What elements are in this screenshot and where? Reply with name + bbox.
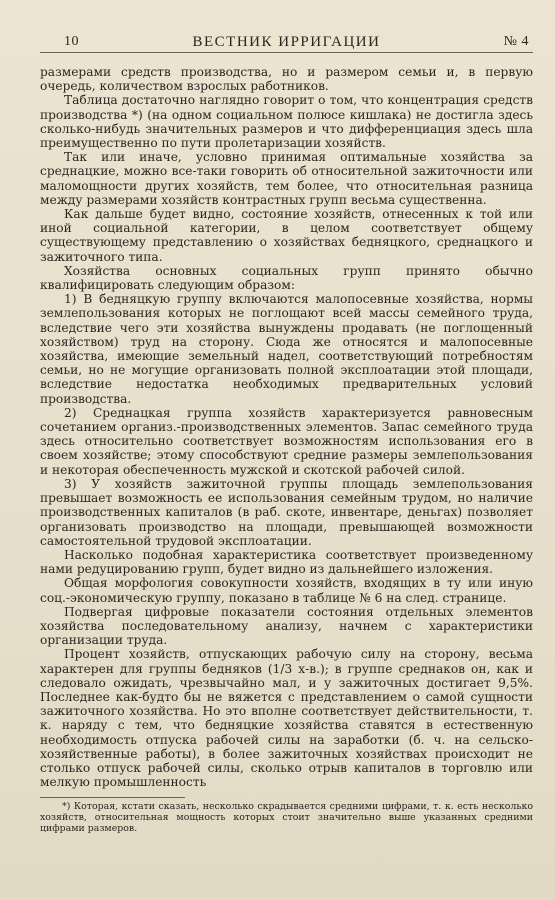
running-header	[40, 30, 533, 53]
paragraph: Как дальше будет видно, состояние хозяйств, отнесенных к той или иной социальной категории, в целом соответствует общему существующему представлению о хозяйствах бедняцкого, среднацкого и зажиточного типа.	[40, 207, 533, 264]
article-body	[40, 65, 533, 789]
journal-title: ВЕСТНИК ИРРИГАЦИИ	[192, 34, 381, 50]
footnotes	[40, 797, 533, 834]
footnote: *) Которая, кстати сказать, несколько скрадывается средними цифрами, т. к. есть несколько хозяйств, относительная мощность которых стоит значительно выше указанных средними цифрами размеров.	[40, 801, 533, 835]
issue-number: № 4	[503, 34, 529, 49]
paragraph: Процент хозяйств, отпускающих рабочую силу на сторону, весьма характерен для группы бедняков (1/3 х-в.); в группе среднаков он, как и следовало ожидать, чрезвычайно мал, и у зажиточных достигает 9,5%. Последнее как-будто бы не вяжется с представлением о самой сущности зажиточного хозяйства. Но это вполне соответствует действительности, т. к. наряду с тем, что бедняцкие хозяйства ставятся в естественную необходимость отпуска рабочей силы на заработки (б. ч. на сельско-хозяйственные работы), в более зажиточных хозяйствах происходит не столько отпуск рабочей силы, сколько отрыв капиталов в торговлю или мелкую промышленность	[40, 647, 533, 790]
paragraph: Хозяйства основных социальных групп принято обычно квалифицировать следующим образом:	[40, 263, 533, 293]
paragraph: Насколько подобная характеристика соответствует произведенному нами редуцированию групп, будет видно из дальнейшего изложения.	[40, 547, 533, 577]
paragraph: Таблица достаточно наглядно говорит о том, что концентрация средств производства *) (на одном социальном полюсе кишлака) не достигла здесь сколько-нибудь значительных размеров и что дифференциация здесь шла преимущественно по пути пролетаризации хозяйств.	[40, 93, 533, 151]
paragraph: Подвергая цифровые показатели состояния отдельных элементов хозяйства последовательному анализу, начнем с характеристики организации труда.	[40, 604, 533, 648]
paragraph: размерами средств производства, но и размером семьи и, в первую очередь, количеством взрослых работников.	[40, 65, 533, 94]
paragraph: Так или иначе, условно принимая оптимальные хозяйства за среднацкие, можно все-таки говорить об относительной зажиточности или маломощности других хозяйств, тем более, что относительная разница между размерами хозяйств контрастных групп весьма существенна.	[40, 150, 533, 207]
paragraph: Общая морфология совокупности хозяйств, входящих в ту или иную соц.-экономическую группу, показано в таблице № 6 на след. странице.	[40, 576, 533, 605]
paragraph: 1) В бедняцкую группу включаются малопосевные хозяйства, нормы землепользования которых не поглощают всей массы семейного труда, вследствие чего эти хозяйства вынуждены продавать (не поглощенный хозяйством) труд на сторону. Сюда же относятся и малопосевные хозяйства, имеющие земельный надел, соответствующий потребностям семьи, но не могущие организовать полной эксплоатации этой площади, вследствие недостатка необходимых предварительных условий производства.	[40, 292, 533, 406]
paragraph: 2) Среднацкая группа хозяйств характеризуется равновесным сочетанием организ.-производственных элементов. Запас семейного труда здесь относительно соответствует возможностям использования его в своем хозяйстве; этому способствуют средние размеры землепользования и некоторая обеспеченность мужской и скотской рабочей силой.	[40, 405, 533, 477]
paragraph: 3) У хозяйств зажиточной группы площадь землепользования превышает возможность ее использования семейным трудом, но наличие производственных капиталов (в раб. скоте, инвентаре, деньгах) позволяет организовать производство на площади, превышающей возможности самостоятельной трудовой эксплоатации.	[40, 476, 533, 548]
footnote-divider	[40, 797, 185, 798]
page-number: 10	[64, 34, 79, 49]
